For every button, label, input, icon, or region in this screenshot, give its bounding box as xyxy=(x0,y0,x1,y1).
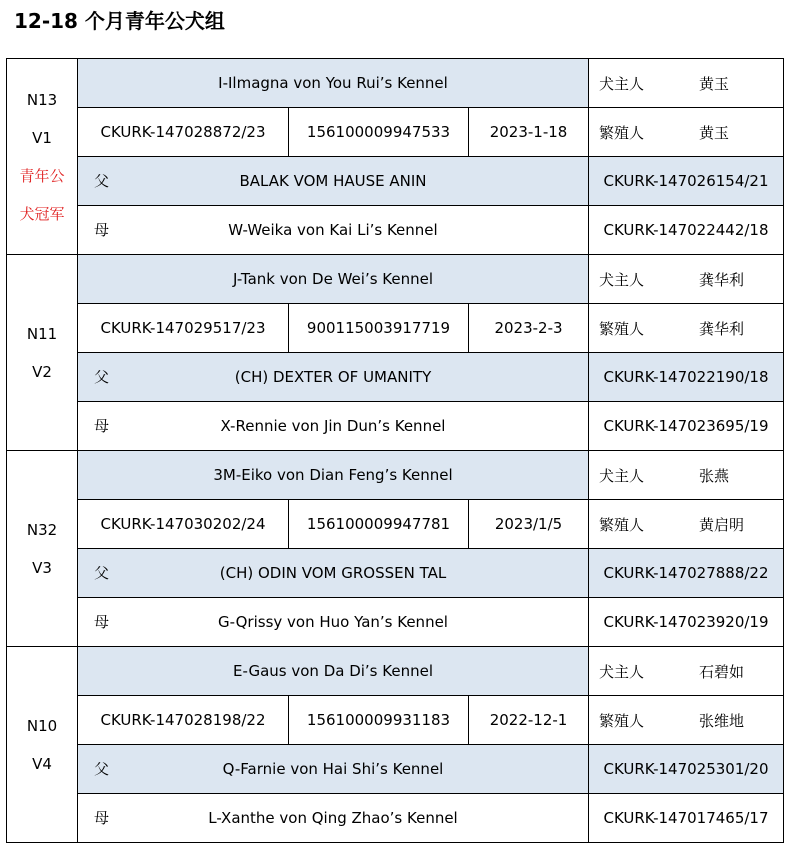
dam-label: 母 xyxy=(94,613,110,631)
owner-value: 龚华利 xyxy=(699,270,745,289)
sire-row xyxy=(7,745,784,794)
registration-row xyxy=(7,500,784,549)
sire-registration: CKURK-147022190/18 xyxy=(589,353,784,402)
page-title: 12-18 个月青年公犬组 xyxy=(14,9,225,33)
registration-row xyxy=(7,304,784,353)
placement-line: 犬冠军 xyxy=(19,204,65,223)
birth-date: 2023-2-3 xyxy=(469,304,589,353)
birth-date: 2023/1/5 xyxy=(469,500,589,549)
breeder-value: 黄玉 xyxy=(699,123,730,142)
sire-registration: CKURK-147026154/21 xyxy=(589,157,784,206)
sire-cell xyxy=(78,353,589,402)
dam-name: W-Weika von Kai Li’s Kennel xyxy=(228,221,438,239)
owner-cell xyxy=(589,647,784,696)
sire-cell xyxy=(78,157,589,206)
dam-row xyxy=(7,598,784,647)
placement-cell xyxy=(7,451,78,647)
breeder-value: 黄启明 xyxy=(699,515,745,534)
dam-name: X-Rennie von Jin Dun’s Kennel xyxy=(220,417,446,435)
placement-cell xyxy=(7,647,78,843)
owner-cell xyxy=(589,59,784,108)
dam-registration: CKURK-147022442/18 xyxy=(589,206,784,255)
dam-cell xyxy=(78,794,589,843)
dam-label: 母 xyxy=(94,221,110,239)
birth-date: 2023-1-18 xyxy=(469,108,589,157)
dog-name: J-Tank von De Wei’s Kennel xyxy=(78,255,589,304)
owner-label: 犬主人 xyxy=(599,270,645,289)
dam-cell xyxy=(78,402,589,451)
placement-line: V3 xyxy=(32,558,52,577)
dam-label: 母 xyxy=(94,809,110,827)
dam-registration: CKURK-147023695/19 xyxy=(589,402,784,451)
dog-name-row xyxy=(7,255,784,304)
dam-cell xyxy=(78,598,589,647)
sire-label: 父 xyxy=(94,760,110,778)
dam-registration: CKURK-147023920/19 xyxy=(589,598,784,647)
sire-registration: CKURK-147025301/20 xyxy=(589,745,784,794)
owner-value: 张燕 xyxy=(699,466,730,485)
birth-date: 2022-12-1 xyxy=(469,696,589,745)
breeder-value: 龚华利 xyxy=(699,319,745,338)
dam-registration: CKURK-147017465/17 xyxy=(589,794,784,843)
dog-name: I-Ilmagna von You Rui’s Kennel xyxy=(78,59,589,108)
dam-row xyxy=(7,402,784,451)
sire-name: (CH) ODIN VOM GROSSEN TAL xyxy=(219,564,447,582)
sire-name: Q-Farnie von Hai Shi’s Kennel xyxy=(222,760,444,778)
owner-value: 石碧如 xyxy=(699,662,745,681)
chip-number: 900115003917719 xyxy=(289,304,469,353)
registration-number: CKURK-147028198/22 xyxy=(78,696,289,745)
sire-label: 父 xyxy=(94,564,110,582)
placement-line: N11 xyxy=(26,324,58,343)
dog-name-row xyxy=(7,59,784,108)
placement-cell xyxy=(7,59,78,255)
placement-line: N32 xyxy=(26,520,58,539)
chip-number: 156100009947533 xyxy=(289,108,469,157)
breeder-cell xyxy=(589,108,784,157)
dam-cell xyxy=(78,206,589,255)
registration-number: CKURK-147030202/24 xyxy=(78,500,289,549)
breeder-cell xyxy=(589,304,784,353)
dam-name: L-Xanthe von Qing Zhao’s Kennel xyxy=(208,809,458,827)
owner-value: 黄玉 xyxy=(699,74,730,93)
owner-label: 犬主人 xyxy=(599,662,645,681)
dam-name: G-Qrissy von Huo Yan’s Kennel xyxy=(218,613,448,631)
breeder-label: 繁殖人 xyxy=(599,123,645,142)
sire-name: BALAK VOM HAUSE ANIN xyxy=(239,172,427,190)
dam-row xyxy=(7,794,784,843)
sire-label: 父 xyxy=(94,172,110,190)
chip-number: 156100009931183 xyxy=(289,696,469,745)
owner-cell xyxy=(589,255,784,304)
results-table xyxy=(6,58,784,843)
registration-number: CKURK-147028872/23 xyxy=(78,108,289,157)
dam-row xyxy=(7,206,784,255)
breeder-label: 繁殖人 xyxy=(599,319,645,338)
sire-row xyxy=(7,157,784,206)
dog-name: 3M-Eiko von Dian Feng’s Kennel xyxy=(78,451,589,500)
owner-label: 犬主人 xyxy=(599,466,645,485)
placement-cell xyxy=(7,255,78,451)
chip-number: 156100009947781 xyxy=(289,500,469,549)
sire-row xyxy=(7,549,784,598)
breeder-cell xyxy=(589,696,784,745)
breeder-value: 张维地 xyxy=(699,711,745,730)
dam-label: 母 xyxy=(94,417,110,435)
sire-row xyxy=(7,353,784,402)
breeder-label: 繁殖人 xyxy=(599,515,645,534)
registration-row xyxy=(7,108,784,157)
placement-line: V2 xyxy=(32,362,52,381)
sire-registration: CKURK-147027888/22 xyxy=(589,549,784,598)
placement-line: 青年公 xyxy=(19,166,65,185)
dog-name-row xyxy=(7,647,784,696)
breeder-cell xyxy=(589,500,784,549)
dog-name-row xyxy=(7,451,784,500)
sire-cell xyxy=(78,745,589,794)
placement-line: V1 xyxy=(32,128,52,147)
placement-line: V4 xyxy=(32,754,52,773)
breeder-label: 繁殖人 xyxy=(599,711,645,730)
sire-cell xyxy=(78,549,589,598)
placement-line: N10 xyxy=(26,716,58,735)
owner-cell xyxy=(589,451,784,500)
sire-label: 父 xyxy=(94,368,110,386)
owner-label: 犬主人 xyxy=(599,74,645,93)
registration-row xyxy=(7,696,784,745)
sire-name: (CH) DEXTER OF UMANITY xyxy=(234,368,432,386)
registration-number: CKURK-147029517/23 xyxy=(78,304,289,353)
placement-line: N13 xyxy=(26,90,58,109)
dog-name: E-Gaus von Da Di’s Kennel xyxy=(78,647,589,696)
